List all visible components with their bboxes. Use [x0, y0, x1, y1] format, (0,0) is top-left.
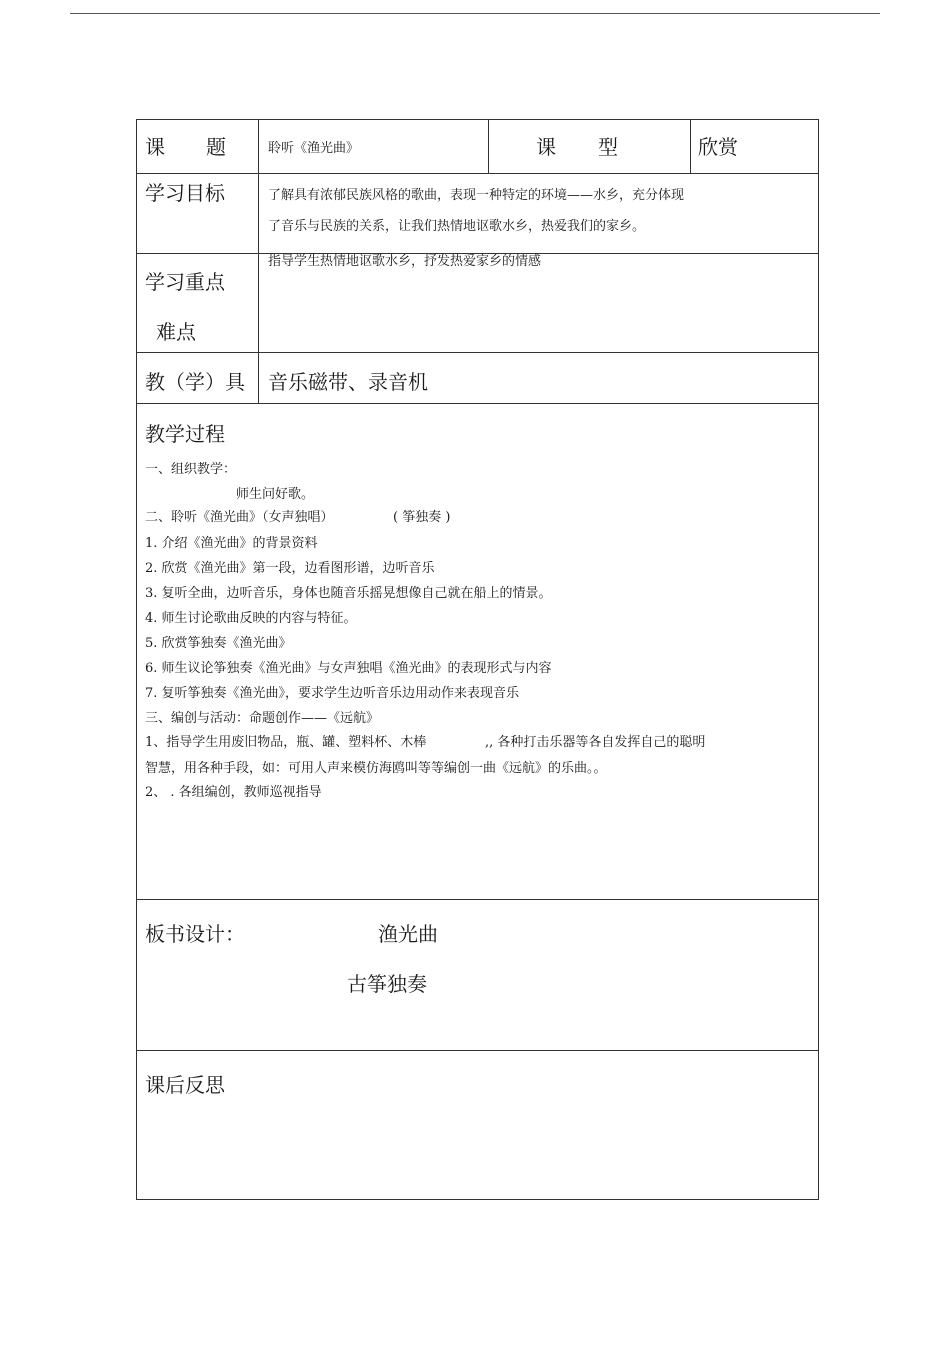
row-divider	[136, 1050, 819, 1051]
process-line: 师生问好歌。	[236, 487, 315, 502]
process-line: 智慧，用各种手段，如：可用人声来模仿海鸥叫等等编创一曲《远航》的乐曲。。	[145, 761, 607, 776]
board-label: 板书设计：	[145, 922, 245, 946]
process-line: 2. 欣赏《渔光曲》第一段，边看图形谱，边听音乐	[145, 561, 435, 576]
column-divider	[258, 119, 259, 403]
process-line: 5. 欣赏筝独奏《渔光曲》	[145, 636, 292, 651]
key-points-text: 指导学生热情地讴歌水乡，抒发热爱家乡的情感	[268, 254, 542, 269]
board-line: 渔光曲	[378, 922, 438, 946]
process-line: 1、指导学生用废旧物品，瓶、罐、塑料杯、木棒	[145, 735, 427, 750]
column-divider	[488, 119, 489, 173]
reflection-label: 课后反思	[145, 1073, 225, 1097]
process-line: 二、聆听《渔光曲》（女声独唱）	[145, 510, 334, 525]
objectives-label: 学习目标	[145, 181, 225, 205]
process-line: 6. 师生议论筝独奏《渔光曲》与女声独唱《渔光曲》的表现形式与内容	[145, 661, 552, 676]
row-divider	[136, 403, 819, 404]
process-line: ,, 各种打击乐器等各自发挥自己的聪明	[485, 735, 706, 750]
key-points-label: 学习重点	[145, 270, 225, 294]
row-divider	[136, 352, 819, 353]
type-label: 课	[536, 135, 556, 159]
topic-label: 题	[206, 135, 226, 159]
process-line: 4. 师生讨论歌曲反映的内容与特征。	[145, 611, 357, 626]
column-divider	[690, 119, 691, 173]
process-line: 2、 . 各组编创，教师巡视指导	[145, 785, 322, 800]
process-title: 教学过程	[145, 422, 225, 446]
process-line: 三、编创与活动：命题创作——《远航》	[145, 711, 380, 726]
type-value: 欣赏	[698, 135, 738, 159]
row-divider	[136, 173, 819, 174]
process-line: 3. 复听全曲，边听音乐，身体也随音乐摇晃想像自己就在船上的情景。	[145, 586, 552, 601]
process-line: 一、组织教学：	[145, 462, 237, 477]
page-top-rule	[70, 13, 880, 14]
process-line: ( 筝独奏 )	[393, 510, 451, 525]
row-divider	[136, 899, 819, 900]
key-points-label: 难点	[156, 320, 196, 344]
process-line: 1. 介绍《渔光曲》的背景资料	[145, 536, 318, 551]
type-label: 型	[598, 135, 618, 159]
tools-value: 音乐磁带、录音机	[268, 370, 428, 394]
objectives-line: 了解具有浓郁民族风格的歌曲，表现一种特定的环境——水乡，充分体现	[268, 188, 685, 203]
topic-label: 课	[145, 135, 165, 159]
objectives-line: 了音乐与民族的关系，让我们热情地讴歌水乡，热爱我们的家乡。	[268, 219, 646, 234]
board-line: 古筝独奏	[347, 972, 427, 996]
tools-label: 教（学）具	[145, 370, 245, 394]
topic-value: 聆听《渔光曲》	[268, 141, 360, 156]
process-line: 7. 复听筝独奏《渔光曲》，要求学生边听音乐边用动作来表现音乐	[145, 686, 520, 701]
